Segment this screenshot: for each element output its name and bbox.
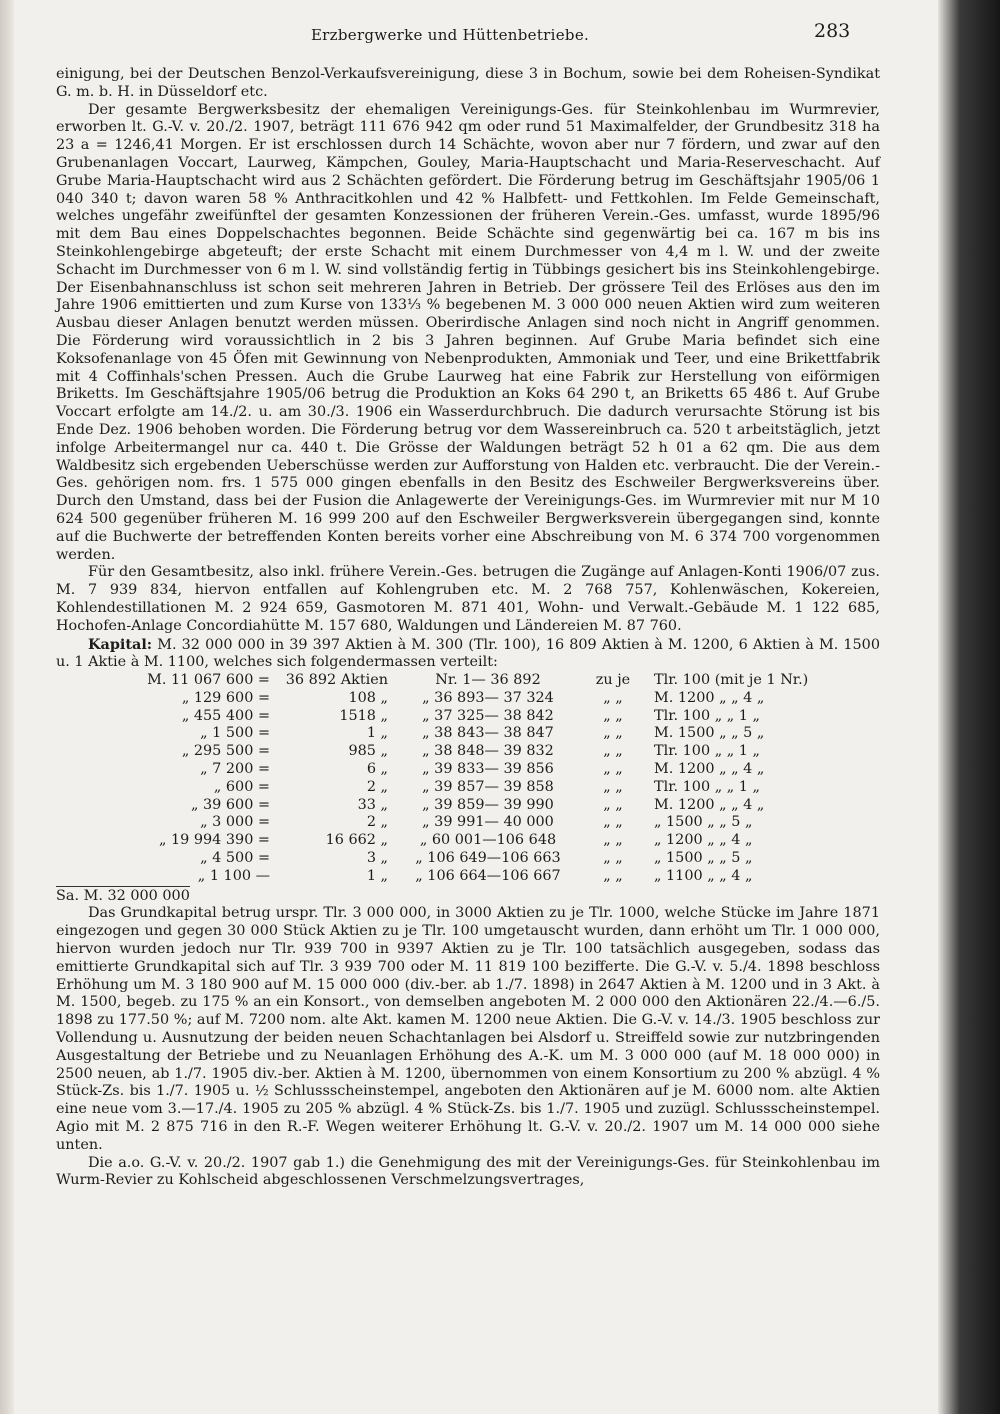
alloc-range: „ 39 991— 40 000 (422, 814, 554, 831)
alloc-amount: „ 1 500 = (200, 725, 270, 742)
kapital-text: M. 32 000 000 in 39 397 Aktien à M. 300 (Tlr. 100), 16 809 Aktien à M. 1200, 6 Aktien à M. 1500 u. 1 Aktie à M. 1100, welches sich folgendermassen verteilt: (56, 636, 880, 671)
alloc-amount: M. 11 067 600 = (147, 672, 270, 689)
running-title: Erzbergwerke und Hüttenbetriebe. (310, 26, 590, 44)
alloc-range: „ 106 664—106 667 (415, 867, 561, 884)
alloc-je: „ „ (603, 850, 623, 867)
alloc-range: „ 106 649—106 663 (415, 850, 561, 867)
alloc-je: „ „ (603, 832, 623, 849)
alloc-count: 2 „ (366, 814, 388, 831)
paragraph-zugaenge: Für den Gesamtbesitz, also inkl. frühere Verein.-Ges. betrugen die Zugänge auf Anlagen-Konti 1906/07 zus. M. 7 939 834, hiervon entfallen auf Kohlengruben etc. M. 2 768 757, Kohlenwäschen, Kokereien, Kohlendestillationen M. 2 924 659, Gasmotoren M. 871 401, Wohn- und Verwalt.-Gebäude M. 1 122 685, Hochofen-Anlage Concordiahütte M. 157 680, Waldungen und Ländereien M. 87 760. (56, 564, 880, 634)
alloc-amount: „ 1 100 — (197, 867, 270, 884)
alloc-value: „ 1200 „ „ 4 „ (654, 832, 753, 849)
allocation-sum (56, 886, 880, 906)
alloc-je: „ „ (603, 689, 623, 706)
alloc-count: 2 „ (366, 778, 388, 795)
alloc-value: „ 1500 „ „ 5 „ (654, 850, 753, 867)
alloc-range: „ 36 893— 37 324 (422, 689, 554, 706)
paragraph-continuation: einigung, bei der Deutschen Benzol-Verkaufsvereinigung, diese 3 in Bochum, sowie bei dem Roheisen-Syndikat G. m. b. H. in Düsseldorf etc. (56, 66, 880, 100)
alloc-value: Tlr. 100 „ „ 1 „ (654, 778, 760, 795)
alloc-count: 1 „ (366, 725, 388, 742)
alloc-range: „ 39 857— 39 858 (422, 778, 554, 795)
alloc-value: M. 1500 „ „ 5 „ (654, 725, 765, 742)
allocation-table (118, 672, 878, 886)
alloc-amount: „ 7 200 = (200, 761, 270, 778)
alloc-amount: „ 4 500 = (200, 850, 270, 867)
alloc-value: Tlr. 100 „ „ 1 „ (654, 743, 760, 760)
alloc-range: „ 39 833— 39 856 (422, 761, 554, 778)
alloc-amount: „ 39 600 = (190, 796, 270, 813)
kapital-label: Kapital: (88, 635, 153, 653)
alloc-count: 6 „ (366, 761, 388, 778)
sum-text: Sa. M. 32 000 000 (56, 887, 190, 904)
alloc-amount: „ 129 600 = (181, 689, 270, 706)
paragraph-bergwerksbesitz: Der gesamte Bergwerksbesitz der ehemaligen Vereinigungs-Ges. für Steinkohlenbau im Wurmrevier, erworben lt. G.-V. v. 20./2. 1907, beträgt 111 676 942 qm oder rund 51 Maximalfelder, der Grundbesitz 318 ha 23 a = 1246,41 Morgen. Er ist erschlossen durch 14 Schächte, wovon aber nur 7 fördern, und zwar auf den Grubenanlagen Voccart, Laurweg, Kämpchen, Gouley, Maria-Hauptschacht und Maria-Reserveschacht. Auf Grube Maria-Hauptschacht wird aus 2 Schächten gefördert. Die Förderung betrug im Geschäftsjahr 1905/06 1 040 340 t; davon waren 58 % Anthracitkohlen und 42 % Halbfett- und Fettkohlen. Im Felde Gemeinschaft, welches ungefähr zweifünftel der gesamten Konzessionen der früheren Verein.-Ges. umfasst, wurde 1895/96 mit dem Bau eines Doppelschachtes begonnen. Beide Schächte sind gegenwärtig bei ca. 167 m bis ins Steinkohlengebirge abgeteuft; der erste Schacht mit einem Durchmesser von 4,4 m l. W. und der zweite Schacht im Durchmesser von 6 m l. W. sind vollständig fertig in Tübbings gesichert bis ins Steinkohlengebirge. Der Eisenbahnanschluss ist schon seit mehreren Jahren in Betrieb. Der grössere Teil des Erlöses aus den im Jahre 1906 emittierten und zum Kurse von 133⅓ % begebenen M. 3 000 000 neuen Aktien wird zum weiteren Ausbau dieser Anlagen benutzt werden müssen. Oberirdische Anlagen sind noch nicht in Angriff genommen. Die Förderung wird voraussichtlich in 2 bis 3 Jahren beginnen. Auf Grube Maria befindet sich eine Koksofenanlage von 45 Öfen mit Gewinnung von Nebenprodukten, Ammoniak und Teer, und eine Brikettfabrik mit 4 Coffinhals'schen Pressen. Auch die Grube Laurweg hat eine Fabrik zur Herstellung von eiförmigen Briketts. Im Geschäftsjahre 1905/06 betrug die Produktion an Koks 64 290 t, an Briketts 65 486 t. Auf Grube Voccart erfolgte am 14./2. u. am 30./3. 1906 ein Wasserdurchbruch. Die dadurch verursachte Störung ist bis Ende Dez. 1906 behoben worden. Die Förderung betrug vor dem Wassereinbruch ca. 520 t arbeitstäglich, jetzt infolge Arbeitermangel nur ca. 440 t. Die Grösse der Waldungen beträgt 52 h 01 a 62 qm. Die aus dem Waldbesitz sich ergebenden Ueberschüsse werden zur Aufforstung von Halden etc. verbraucht. Die der Verein.-Ges. gehörigen nom. frs. 1 575 000 gingen ebenfalls in den Besitz des Eschweiler Bergwerksvereins über. Durch den Umstand, dass bei der Fusion die Anlagewerte der Vereinigungs-Ges. im Wurmrevier mit nur M 10 624 500 gegenüber früheren M. 16 999 200 auf den Eschweiler Bergwerksverein übergegangen sind, konnte auf die Buchwerte der betreffenden Konten bereits vorher eine Abschreibung von M. 6 374 700 vorgenommen werden. (56, 101, 880, 563)
page-number: 283 (814, 20, 851, 42)
alloc-range: „ 39 859— 39 990 (422, 796, 554, 813)
alloc-value: „ 1500 „ „ 5 „ (654, 814, 753, 831)
alloc-value: M. 1200 „ „ 4 „ (654, 689, 765, 706)
alloc-amount: „ 600 = (213, 778, 270, 795)
alloc-je: „ „ (603, 778, 623, 795)
alloc-range: Nr. 1— 36 892 (435, 672, 541, 689)
alloc-je: zu je (595, 672, 631, 689)
alloc-je: „ „ (603, 761, 623, 778)
alloc-count: 36 892 Aktien (285, 672, 388, 689)
paragraph-gv-1907: Die a.o. G.-V. v. 20./2. 1907 gab 1.) die Genehmigung des mit der Vereinigungs-Ges. für Steinkohlenbau im Wurm-Revier zu Kohlscheid abgeschlossenen Verschmelzungsvertrages, (56, 1154, 880, 1189)
paragraph-grundkapital: Das Grundkapital betrug urspr. Tlr. 3 000 000, in 3000 Aktien zu je Tlr. 1000, welche Stücke im Jahre 1871 eingezogen und gegen 30 000 Stück Aktien zu je Tlr. 100 umgetauscht wurden, dann erhöht um Tlr. 1 000 000, hiervon wurden jedoch nur Tlr. 939 700 in 9397 Aktien zu je Tlr. 100 tatsächlich ausgegeben, sodass das emittierte Grundkapital sich auf Tlr. 3 939 700 oder M. 11 819 100 bezifferte. Die G.-V. v. 5./4. 1898 beschloss Erhöhung um M. 3 180 900 auf M. 15 000 000 (div.-ber. ab 1./7. 1898) in 2647 Aktien à M. 1200 und in 3 Akt. à M. 1500, begeb. zu 175 % an ein Konsort., von demselben angeboten M. 2 000 000 den Aktionären 22./4.—6./5. 1898 zu 177.50 %; auf M. 7200 nom. alte Akt. kamen M. 1200 neue Aktien. Die G.-V. v. 14./3. 1905 beschloss zur Vollendung u. Ausnutzung der beiden neuen Schachtanlagen bei Alsdorf u. Streiffeld sowie zur nutzbringenden Ausgestaltung der Betriebe und zu Neuanlagen Erhöhung des A.-K. um M. 3 000 000 (auf M. 18 000 000) in 2500 neuen, ab 1./7. 1905 div.-ber. Aktien à M. 1200, übernommen von einem Konsortium zu 200 % abzügl. 4 % Stück-Zs. bis 1./7. 1905 u. ½ Schlussscheinstempel, angeboten den Aktionären auf je M. 6000 nom. alte Aktien eine neue vom 3.—17./4. 1905 zu 205 % abzügl. 4 % Stück-Zs. bis 1./7. 1905 und zuzügl. Schlussscheinstempel. Agio mit M. 2 875 716 in den R.-F. Wegen weiterer Erhöhung lt. G.-V. v. 20./2. 1907 um M. 14 000 000 siehe unten. (56, 905, 880, 1153)
alloc-amount: „ 19 994 390 = (158, 832, 270, 849)
page-content (56, 66, 880, 1190)
alloc-count: 985 „ (348, 743, 388, 760)
alloc-range: „ 38 848— 39 832 (422, 743, 554, 760)
scan-left-edge (0, 0, 14, 1414)
alloc-count: 3 „ (366, 850, 388, 867)
alloc-je: „ „ (603, 707, 623, 724)
alloc-amount: „ 295 500 = (181, 743, 270, 760)
alloc-je: „ „ (603, 796, 623, 813)
alloc-value: „ 1100 „ „ 4 „ (654, 867, 753, 884)
alloc-je: „ „ (603, 725, 623, 742)
alloc-range: „ 38 843— 38 847 (422, 725, 554, 742)
alloc-je: „ „ (603, 867, 623, 884)
scan-right-edge (938, 0, 1000, 1414)
alloc-count: 33 „ (357, 796, 388, 813)
alloc-value: Tlr. 100 „ „ 1 „ (654, 707, 760, 724)
alloc-range: „ 60 001—106 648 (419, 832, 557, 849)
alloc-je: „ „ (603, 743, 623, 760)
alloc-amount: „ 455 400 = (181, 707, 270, 724)
alloc-count: 1518 „ (339, 707, 388, 724)
alloc-amount: „ 3 000 = (200, 814, 270, 831)
alloc-range: „ 37 325— 38 842 (422, 707, 554, 724)
alloc-count: 16 662 „ (325, 832, 388, 849)
alloc-count: 108 „ (348, 689, 388, 706)
alloc-value: Tlr. 100 (mit je 1 Nr.) (654, 672, 809, 689)
paragraph-kapital (56, 636, 880, 673)
alloc-je: „ „ (603, 814, 623, 831)
alloc-value: M. 1200 „ „ 4 „ (654, 761, 765, 778)
alloc-count: 1 „ (366, 867, 388, 884)
alloc-value: M. 1200 „ „ 4 „ (654, 796, 765, 813)
